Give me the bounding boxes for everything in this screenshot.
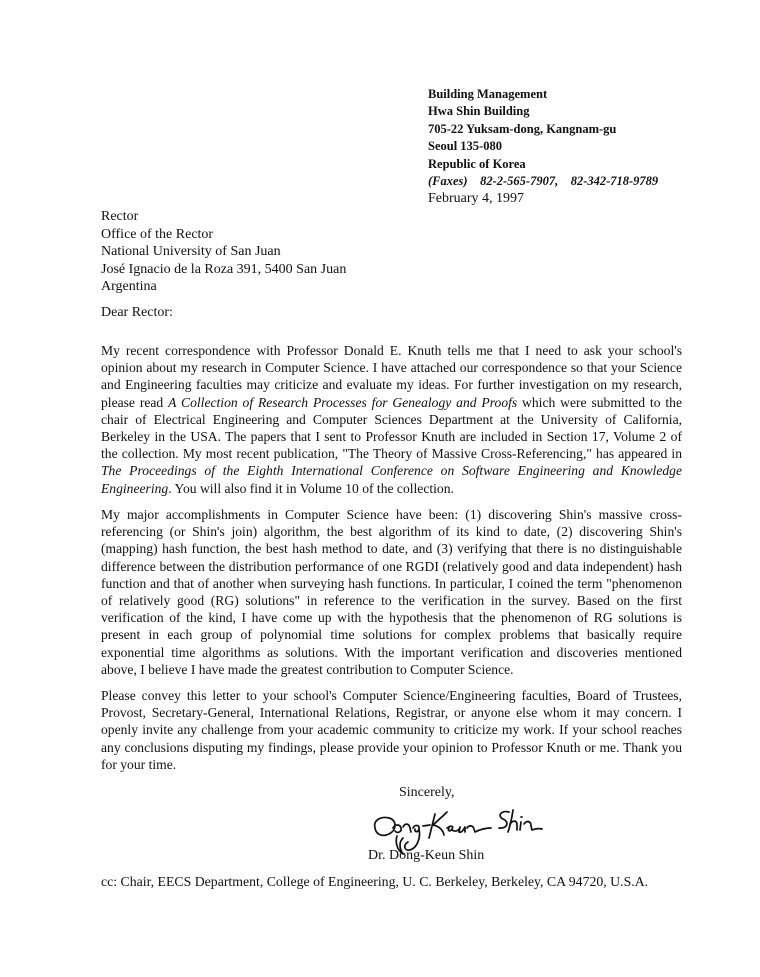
paragraph-text: which were submitted to the chair of Electrical Engineering and Computer Sciences Department at the University of California, Berkeley in the USA. The papers that I sent to Professor Knuth are included in Section 17, Volume 2 of the collection. My most recent publication, "The Theory of Massive Cross-Referencing," has appeared in [101,394,682,462]
recipient-line: Rector [101,209,139,224]
sender-line: Building Management [428,87,548,101]
sender-faxes: (Faxes) 82-2-565-7907, 82-342-718-9789 [428,174,659,189]
signer-name: Dr. Dong-Keun Shin [368,848,485,863]
recipient-line: National University of San Juan [101,244,281,260]
sender-line: 705-22 Yuksam-dong, Kangnam-gu [428,121,617,136]
body-paragraph-1 [101,342,682,497]
body-paragraph-3: Please convey this letter to your school's Computer Science/Engineering faculties, Board of Trustees, Provost, Secretary-General, International Relations, Registrar, or anyone else whom it may concern. I openly invite any challenge from your academic community to criticize my work. If your school reaches any conclusions disputing my findings, please provide your opinion to Professor Knuth or me. Thank you for your time. [101,688,682,772]
recipient-address-block [101,208,346,296]
italic-title: A Collection of Research Processes for Genealogy and Proofs [168,394,518,410]
sender-address-block [428,86,748,190]
cc-line: cc: Chair, EECS Department, College of Engineering, U. C. Berkeley, Berkeley, CA 94720, U.S.A. [101,874,649,889]
body-paragraph-2: My major accomplishments in Computer Science have been: (1) discovering Shin's massive cross-referencing (or Shin's join) algorithm, the best algorithm of its kind to date, (2) discovering Shin's (mapping) hash function, the best hash method to date, and (3) verifying that there is no distinguishable difference between the distribution performance of one RGDI (relatively good and data independent) hash function and that of another when surveying hash functions. In particular, I coined the term "phenomenon of relatively good (RG) solutions" in reference to the verification in the survey. Based on the first verification of the kind, I have come up with the hypothesis that the phenomenon of RG solutions is present in each group of polynomial time solutions for complex problems that basically require exponential time algorithms as solutions. With the important verification and discoveries mentioned above, I believe I have made the greatest contribution to Computer Science. [101,507,682,677]
sender-line: Seoul 135-080 [428,139,502,154]
sender-line: Hwa Shin Building [428,104,530,119]
salutation: Dear Rector: [101,305,173,320]
sender-line: Republic of Korea [428,156,526,171]
letter-date: February 4, 1997 [428,191,525,206]
paragraph-text: My recent correspondence with Professor Donald E. Knuth tells me that I need to ask your school's opinion about my research in Computer Science. I have attached our correspondence so that your Science and Engineering faculties may criticize and evaluate my ideas. For further investigation on my research, please read [101,343,682,410]
recipient-line: José Ignacio de la Roza 391, 5400 San Juan [101,261,347,277]
closing: Sincerely, [399,785,455,800]
recipient-line: Argentina [101,279,157,295]
paragraph-text: . You will also find it in Volume 10 of the collection. [168,480,454,496]
italic-title: The Proceedings of the Eighth International Conference on Software Engineering and Knowledge Engineering [101,463,682,496]
recipient-line: Office of the Rector [101,226,214,242]
